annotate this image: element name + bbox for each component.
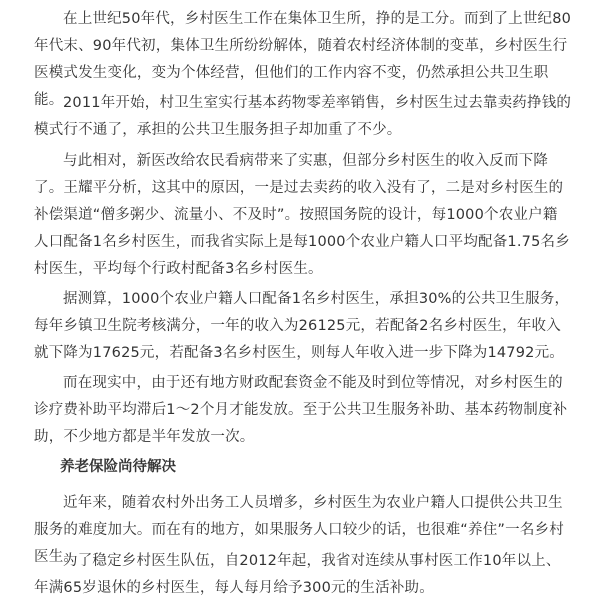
paragraph-subsidy-delay: 而在现实中，由于还有地方财政配套资金不能及时到位等情况，对乡村医生的诊疗费补助平均滞后1～2个月才能发放。至于公共卫生服务补助、基本药物制度补助，不少地方都是半年发放一次。 — [34, 375, 568, 445]
paragraph-2011-reform: 2011年开始，村卫生室实行基本药物零差率销售，乡村医生过去靠卖药挣钱的模式行不通了，承担的公共卫生服务担子却加重了不少。 — [34, 95, 572, 138]
paragraph-history: 在上世纪50年代，乡村医生工作在集体卫生所，挣的是工分。而到了上世纪80年代末、90年代初，集体卫生所纷纷解体，随着农村经济体制的变革，乡村医生行医模式发生变化，变为个体经营，但他们的工作内容不变，仍然承担公共卫生职能。 — [34, 11, 572, 108]
paragraph-service-difficulty: 近年来，随着农村外出务工人员增多，乡村医生为农业户籍人口提供公共卫生服务的难度加大。而在有的地方，如果服务人口较少的话，也很难“养住”一名乡村医生。 — [34, 495, 564, 565]
paragraph-income-decline: 与此相对，新医改给农民看病带来了实惠，但部分乡村医生的收入反而下降了。王耀平分析，这其中的原因，一是过去卖药的收入没有了，二是对乡村医生的补偿渠道“僧多粥少、流量小、不及时”。按照国务院的设计，每1000个农业户籍人口配备1名乡村医生，而我省实际上是每1000个农业户籍人口平均配备1.75名乡村医生，平均每个行政村配备3名乡村医生。 — [34, 153, 570, 277]
paragraph-retirement-subsidy: 为了稳定乡村医生队伍，自2012年起，我省对连续从事村医工作10年以上、年满65岁退休的乡村医生，每人每月给予300元的生活补助。 — [34, 553, 561, 596]
paragraph-calculation: 据测算，1000个农业户籍人口配备1名乡村医生，承担30%的公共卫生服务，每年乡镇卫生院考核满分，一年的收入为26125元，若配备2名乡村医生，年收入就下降为17625元，若配备3名乡村医生，则每人年收入进一步下降为14792元。 — [34, 291, 570, 361]
section-heading: 养老保险尚待解决 — [60, 459, 176, 475]
